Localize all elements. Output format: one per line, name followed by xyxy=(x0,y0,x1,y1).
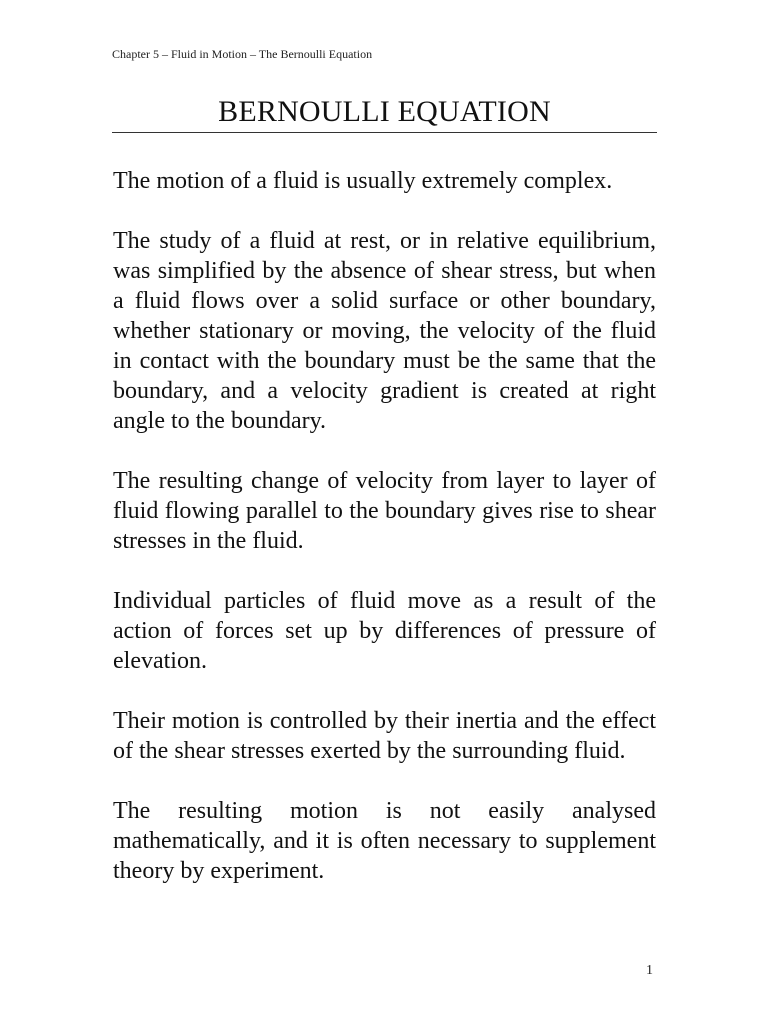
paragraph-2: The study of a fluid at rest, or in relative equilibrium, was simplified by the absence of shear stress, but when a fluid flows over a solid surface or other boundary, whether stationary or moving, the velocity of the fluid in contact with the boundary must be the same that the boundary, and a velocity gradient is created at right angle to the boundary. xyxy=(113,228,656,434)
paragraph-1: The motion of a fluid is usually extremely complex. xyxy=(113,168,613,194)
page-number: 1 xyxy=(646,963,653,978)
paragraph-6: The resulting motion is not easily analysed mathematically, and it is often necessary to supplement theory by experiment. xyxy=(113,798,656,884)
paragraph-3: The resulting change of velocity from layer to layer of fluid flowing parallel to the boundary gives rise to shear stresses in the fluid. xyxy=(113,468,656,554)
running-header: Chapter 5 – Fluid in Motion – The Bernoulli Equation xyxy=(112,47,373,61)
body-text xyxy=(113,166,656,916)
paragraph-4: Individual particles of fluid move as a result of the action of forces set up by differences of pressure of elevation. xyxy=(113,588,656,674)
paragraph-5: Their motion is controlled by their inertia and the effect of the shear stresses exerted by the surrounding fluid. xyxy=(113,708,656,764)
title-underline xyxy=(112,132,657,133)
page-title: BERNOULLI EQUATION xyxy=(218,95,551,128)
